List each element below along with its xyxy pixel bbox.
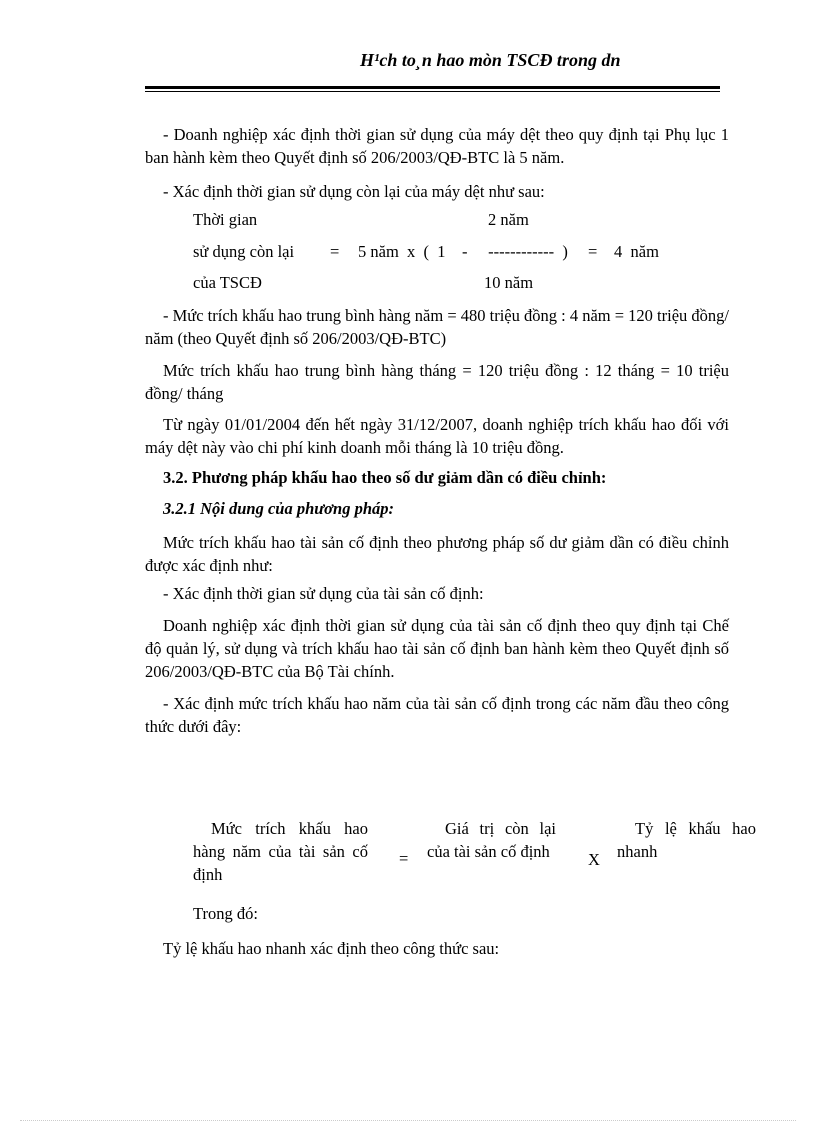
formula-times-sign: X — [588, 850, 600, 869]
paragraph-usage-period: - Doanh nghiệp xác định thời gian sử dụng của máy dệt theo quy định tại Phụ lục 1 ban hành kèm theo Quyết định số 206/2003/QĐ-BTC là 5 năm. — [145, 125, 729, 167]
paragraph-fast-rate: Tỷ lệ khấu hao nhanh xác định theo công thức sau: — [163, 939, 500, 958]
formula-label-line1: Thời gian — [193, 210, 258, 229]
formula-expression: 5 năm x ( 1 - ------------ ) — [358, 242, 568, 261]
formula-right-term: Tỷ lệ khấu hao nhanh — [617, 819, 756, 861]
paragraph-annual-depreciation: - Mức trích khấu hao trung bình hàng năm = 480 triệu đồng : 4 năm = 120 triệu đồng/ năm (theo Quyết định số 206/2003/QĐ-BTC) — [145, 306, 729, 348]
formula-label-line3: của TSCĐ — [193, 273, 262, 292]
header-rule-thick — [145, 86, 720, 89]
formula-equals-sign: = — [399, 849, 409, 868]
formula-result: 4 năm — [614, 242, 659, 261]
paragraph-method-intro: Mức trích khấu hao tài sản cố định theo phương pháp số dư giảm dần có điều chỉnh được xác định như: — [145, 533, 729, 575]
formula-result-equals: = — [588, 242, 598, 261]
formula-left-term: Mức trích khấu hao hàng năm của tài sản cố định — [193, 819, 368, 884]
where-label: Trong đó: — [193, 904, 258, 923]
paragraph-remaining-intro: - Xác định thời gian sử dụng còn lại của máy dệt như sau: — [163, 182, 545, 201]
header-rule-thin — [145, 91, 720, 92]
formula-denominator: 10 năm — [484, 273, 534, 292]
paragraph-usage-step: - Xác định thời gian sử dụng của tài sản cố định: — [163, 584, 484, 603]
paragraph-regulation: Doanh nghiệp xác định thời gian sử dụng của tài sản cố định theo quy định tại Chế độ quản lý, sử dụng và trích khấu hao tài sản cố định ban hành kèm theo Quyết định số 206/2003/QĐ-BTC của Bộ Tài chính. — [145, 616, 729, 681]
section-subheading: 3.2.1 Nội dung của phương pháp: — [163, 499, 394, 518]
paragraph-period: Từ ngày 01/01/2004 đến hết ngày 31/12/2007, doanh nghiệp trích khấu hao đối với máy dệt này vào chi phí kinh doanh mỗi tháng là 10 triệu đồng. — [145, 415, 729, 457]
paragraph-annual-step: - Xác định mức trích khấu hao năm của tài sản cố định trong các năm đầu theo công thức dưới đây: — [145, 694, 729, 736]
formula-middle-term: Giá trị còn lại của tài sản cố định — [427, 819, 556, 861]
paragraph-monthly-depreciation: Mức trích khấu hao trung bình hàng tháng = 120 triệu đồng : 12 tháng = 10 triệu đồng/ tháng — [145, 361, 729, 403]
page-bottom-divider — [20, 1120, 796, 1121]
header-title: H¹ch to¸n hao mòn TSCÐ trong dn — [360, 50, 621, 70]
section-heading: 3.2. Phương pháp khấu hao theo số dư giảm dần có điều chỉnh: — [163, 468, 607, 487]
formula-numerator: 2 năm — [488, 210, 529, 229]
formula-equals: = — [330, 242, 340, 261]
formula-label-line2: sử dụng còn lại — [193, 242, 295, 261]
